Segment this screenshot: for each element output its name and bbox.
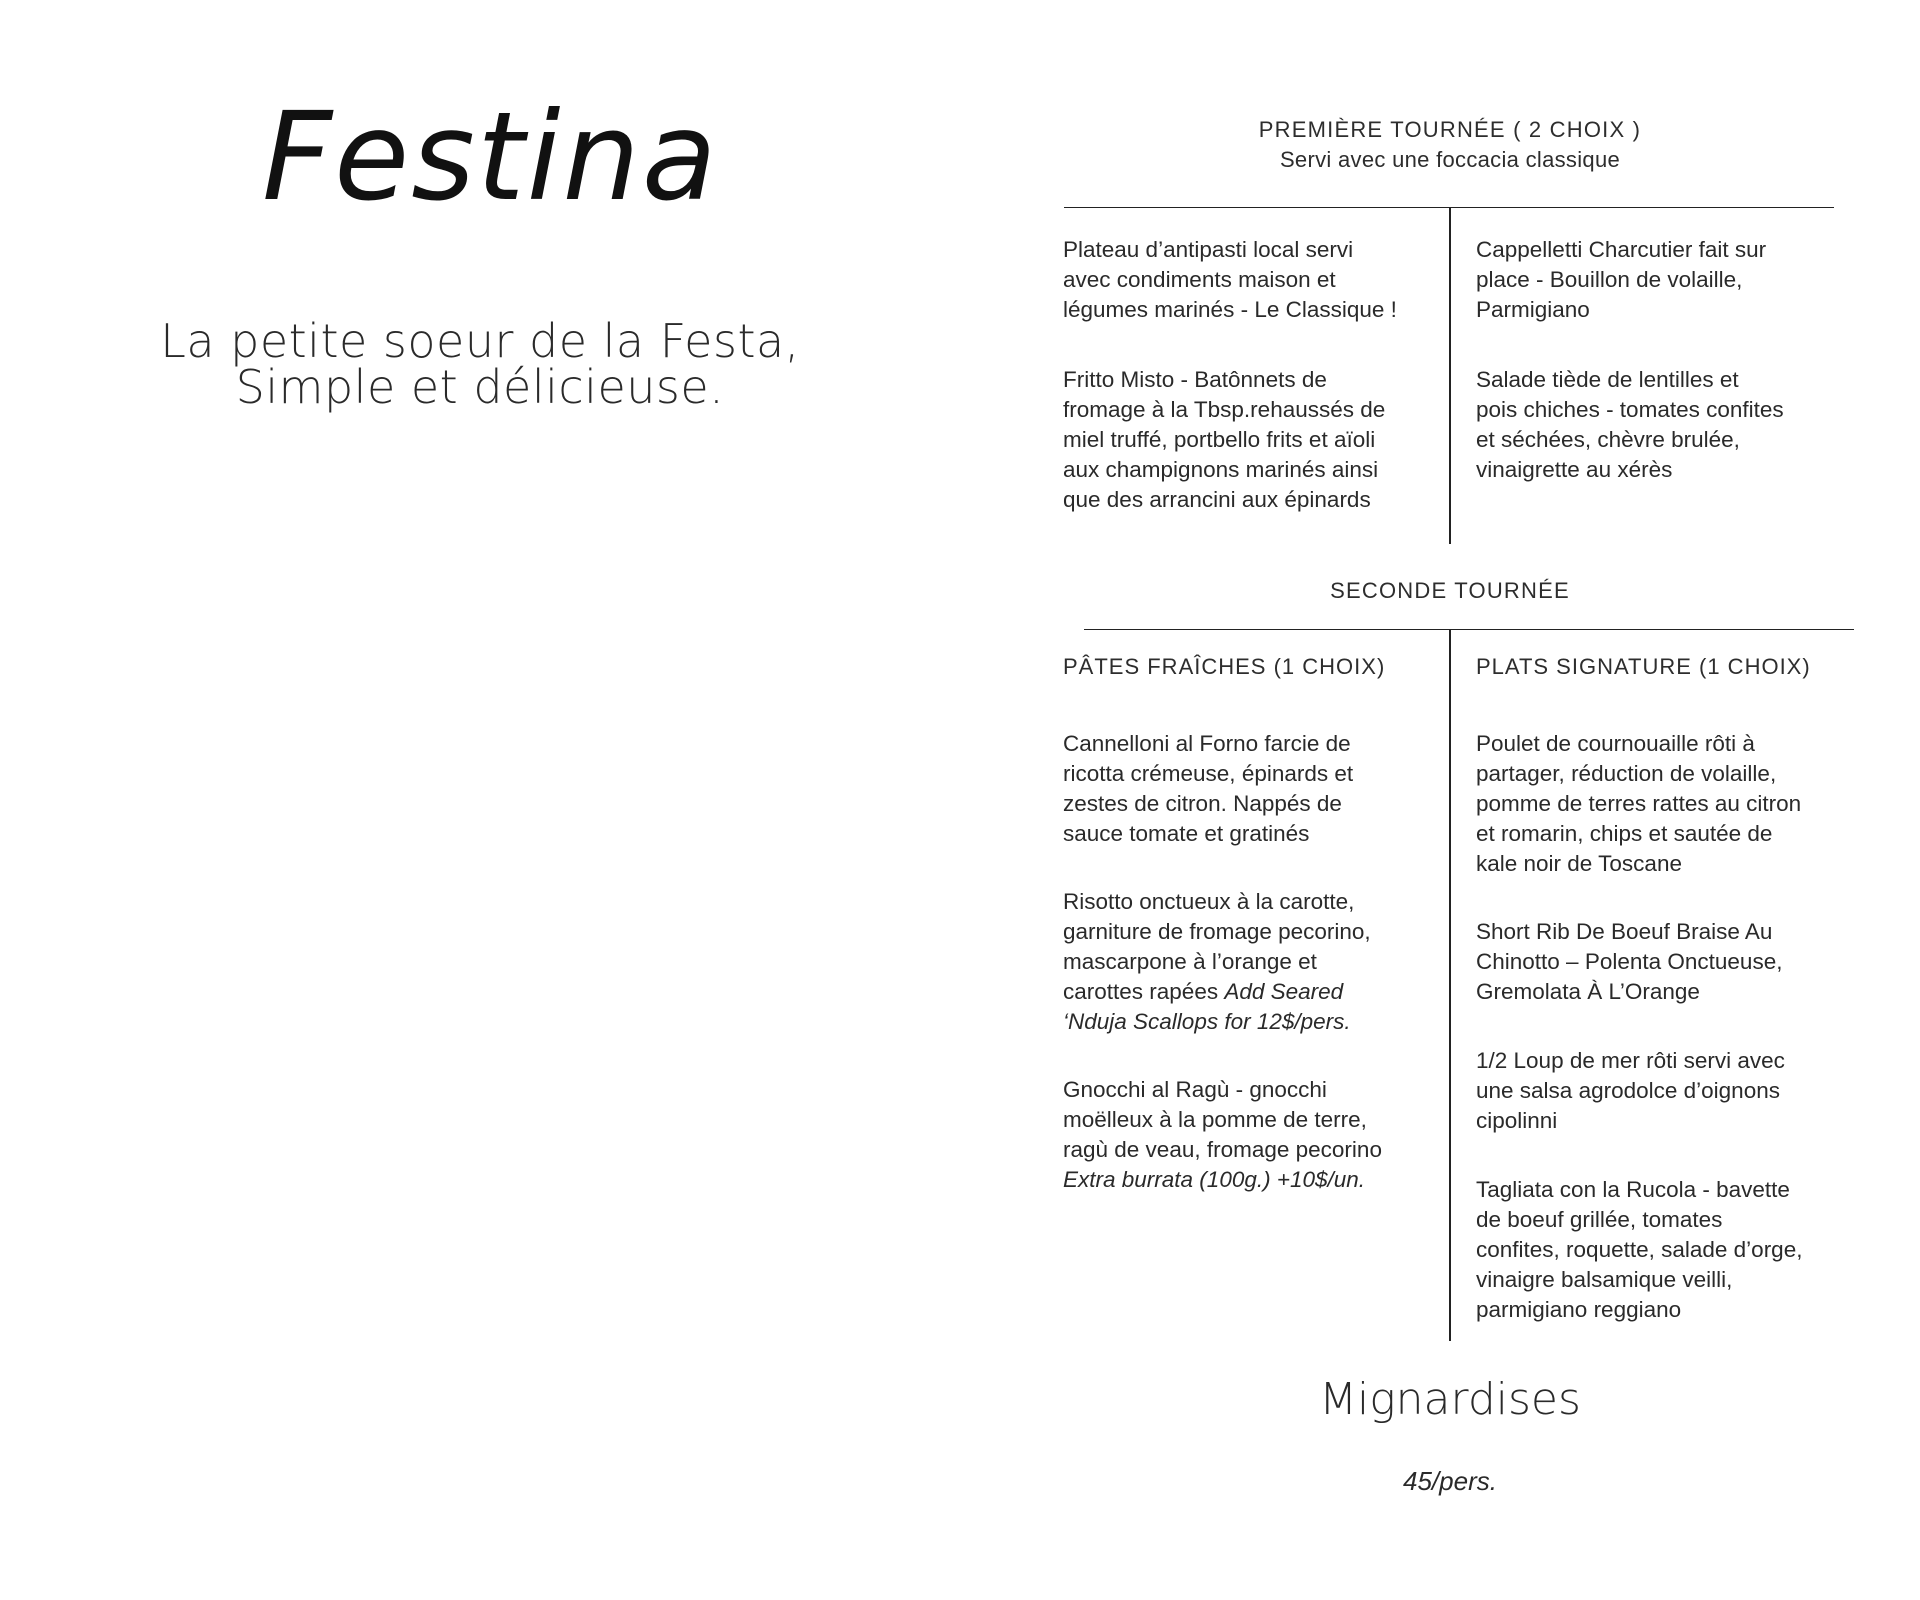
- brand-title: Festina: [262, 86, 719, 228]
- risotto-addon-price: ‘Nduja Scallops for 12$/pers.: [1063, 1009, 1351, 1034]
- dish-cannelloni: Cannelloni al Forno farcie de ricotta crémeuse, épinards et zestes de citron. Nappés de sauce tomate et gratinés: [1063, 731, 1354, 846]
- risotto-addon: Add Seared: [1224, 979, 1344, 1004]
- seconde-divider: [1084, 629, 1854, 630]
- dish-poulet: Poulet de cournouaille rôti à partager, réduction de volaille, pomme de terres rattes au citron et romarin, chips et sautée de kale noir de Toscane: [1476, 731, 1802, 876]
- seconde-column-divider: [1449, 630, 1451, 1341]
- tagline: [100, 314, 860, 414]
- mignardises-heading: Mignardises: [1319, 1374, 1581, 1425]
- dish-fritto-misto: Fritto Misto - Batônnets de fromage à la Tbsp.rehaussés de miel truffé, portbello frits et aïoli aux champignons marinés ainsi que des arrancini aux épinards: [1063, 367, 1386, 512]
- tagline-line-1: La petite soeur de la Festa,: [160, 314, 800, 368]
- seconde-title: SECONDE TOURNÉE: [1330, 578, 1570, 603]
- dish-salade-lentilles: Salade tiède de lentilles et pois chiches - tomates confites et séchées, chèvre brulée, vinaigrette au xérès: [1476, 367, 1784, 482]
- dish-short-rib: Short Rib De Boeuf Braise Au Chinotto – Polenta Onctueuse, Gremolata À L’Orange: [1476, 919, 1783, 1004]
- plats-signature-header: PLATS SIGNATURE (1 CHOIX): [1476, 654, 1811, 679]
- pates-fraiches-header: PÂTES FRAÎCHES (1 CHOIX): [1063, 654, 1386, 679]
- gnocchi-addon: Extra burrata (100g.) +10$/un.: [1063, 1167, 1366, 1192]
- menu-price: 45/pers.: [1403, 1466, 1497, 1496]
- tagline-line-2: Simple et délicieuse.: [235, 360, 725, 414]
- dish-antipasti: Plateau d’antipasti local servi avec condiments maison et légumes marinés - Le Classique !: [1063, 237, 1397, 322]
- premiere-section-header: [1250, 115, 1650, 175]
- premiere-column-divider: [1449, 208, 1451, 544]
- premiere-title: PREMIÈRE TOURNÉE ( 2 CHOIX ): [1258, 117, 1642, 142]
- premiere-subtitle: Servi avec une foccacia classique: [1279, 147, 1621, 172]
- dish-loup-de-mer: 1/2 Loup de mer rôti servi avec une salsa agrodolce d’oignons cipolinni: [1476, 1048, 1785, 1133]
- dish-cappelletti: Cappelletti Charcutier fait sur place - Bouillon de volaille, Parmigiano: [1476, 237, 1767, 322]
- dish-risotto: Risotto onctueux à la carotte, garniture de fromage pecorino, mascarpone à l’orange et carottes rapées Add Seared ‘Nduja Scallops for 12$/pers.: [1063, 889, 1371, 1034]
- dish-gnocchi: Gnocchi al Ragù - gnocchi moëlleux à la pomme de terre, ragù de veau, fromage pecorino Extra burrata (100g.) +10$/un.: [1063, 1077, 1382, 1192]
- dish-tagliata: Tagliata con la Rucola - bavette de boeuf grillée, tomates confites, roquette, salade d’orge, vinaigre balsamique veilli, parmigiano reggiano: [1476, 1177, 1803, 1322]
